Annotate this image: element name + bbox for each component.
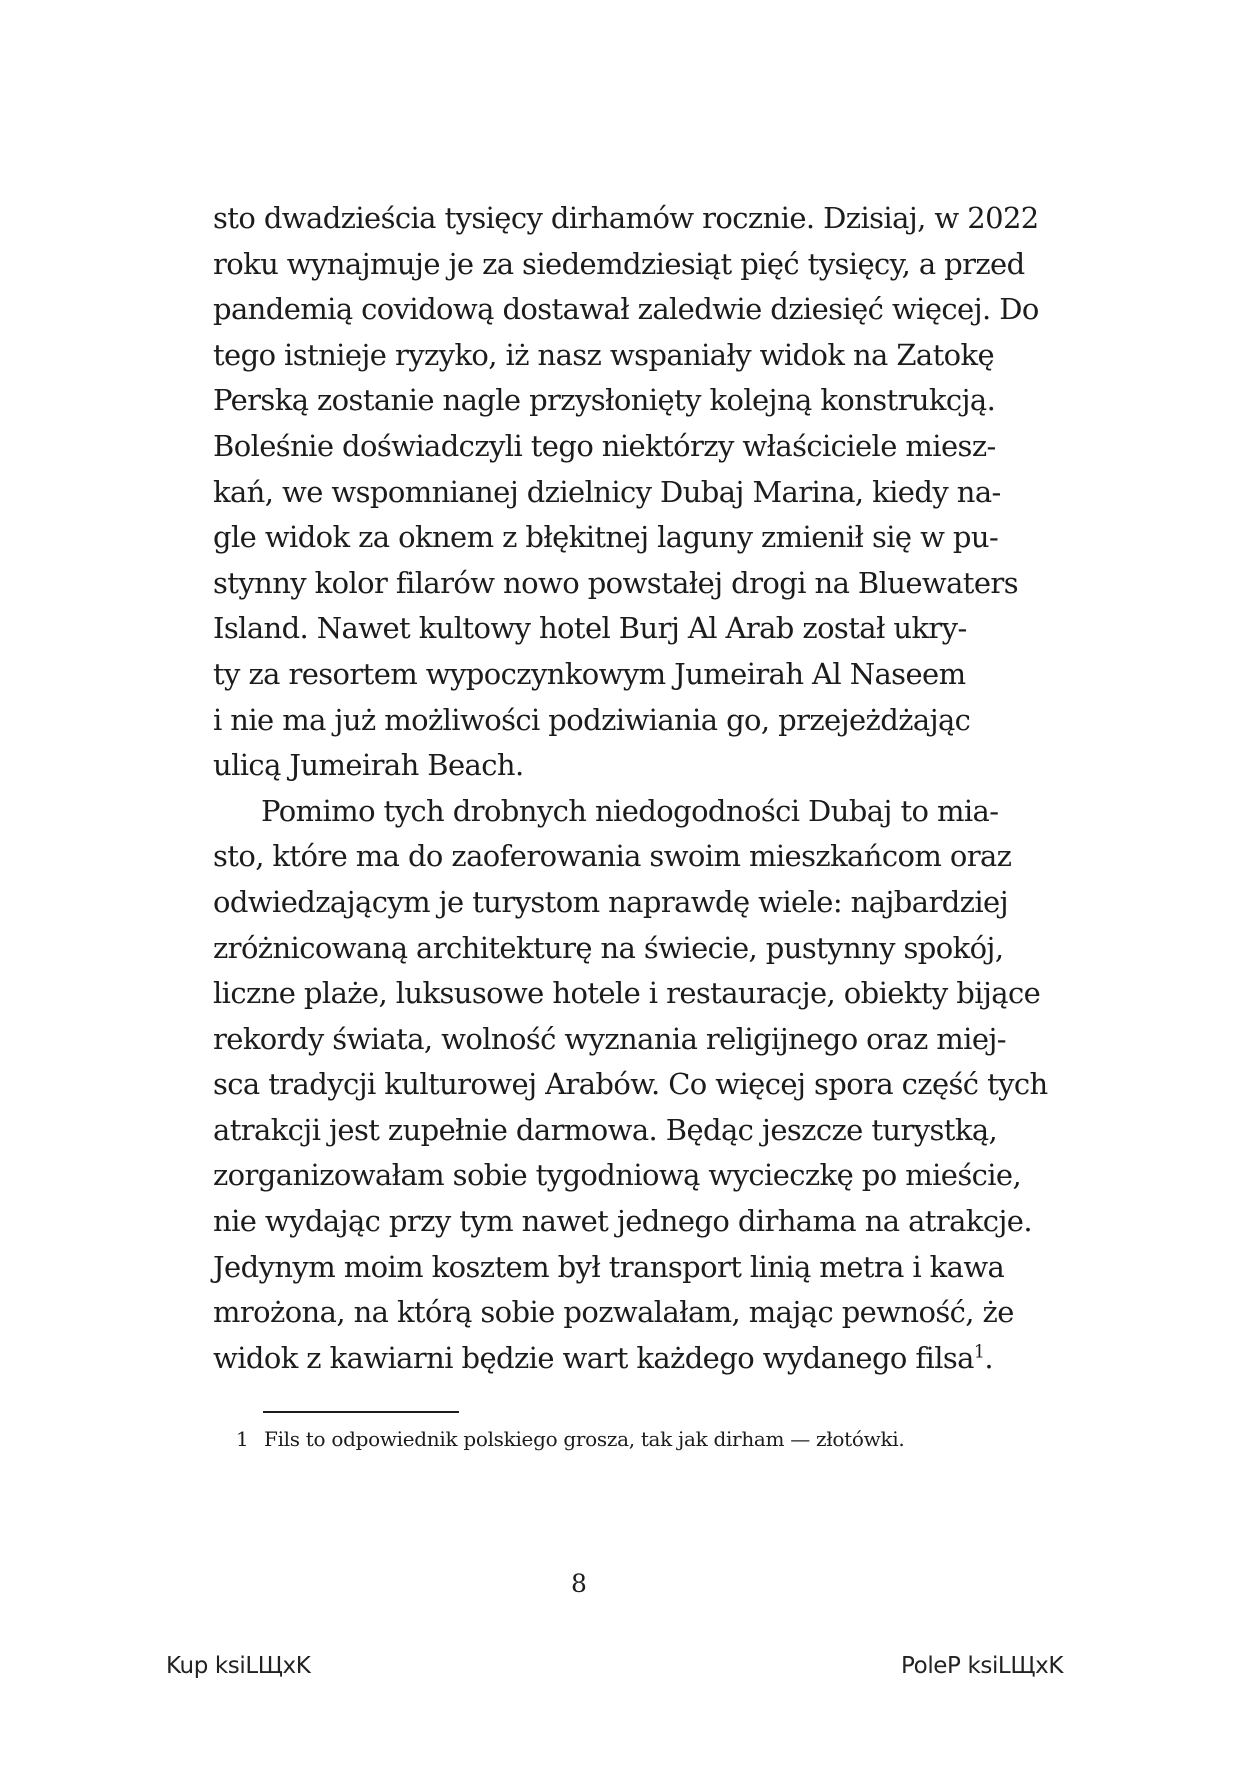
text-line-content: Perską zostanie nagle przysłonięty kolejną konstrukcją. bbox=[213, 383, 996, 418]
text-line-content: sto dwadzieścia tysięcy dirhamów rocznie. Dzisiaj, w 2022 bbox=[213, 201, 1039, 235]
text-line bbox=[213, 1336, 993, 1382]
text-line bbox=[213, 698, 971, 744]
text-line bbox=[213, 561, 1018, 607]
text-line bbox=[213, 515, 999, 561]
text-line bbox=[213, 880, 1008, 926]
text-line-content: odwiedzającym je turystom naprawdę wiele: najbardziej bbox=[213, 884, 1008, 919]
text-line-content: nie wydając przy tym nawet jednego dirhama na atrakcje. bbox=[213, 1204, 1032, 1239]
text-line bbox=[213, 424, 996, 470]
text-line-content: mrożona, na którą sobie pozwalałam, mając pewność, że bbox=[213, 1295, 1014, 1330]
text-line bbox=[213, 1153, 1022, 1199]
text-line bbox=[213, 971, 1041, 1017]
footnote-text: Fils to odpowiednik polskiego grosza, tak jak dirham — złotówki. bbox=[264, 1427, 905, 1451]
text-line-tail: . bbox=[984, 1340, 993, 1375]
text-line bbox=[213, 1290, 1014, 1336]
text-line bbox=[213, 1062, 1048, 1108]
text-line bbox=[213, 1245, 1005, 1291]
footnote-reference: 1 bbox=[973, 1342, 985, 1363]
footnote-divider bbox=[263, 1411, 459, 1413]
footnote-number: 1 bbox=[236, 1427, 249, 1451]
text-line-content: roku wynajmuje je za siedemdziesiąt pięć tysięcy, a przed bbox=[213, 246, 1025, 281]
text-line-content: tego istnieje ryzyko, iż nasz wspaniały widok na Zatokę bbox=[213, 337, 995, 372]
text-line bbox=[213, 926, 1004, 972]
text-line bbox=[213, 1108, 998, 1154]
text-line bbox=[213, 378, 996, 424]
text-line bbox=[213, 743, 939, 789]
text-line-content: pandemią covidową dostawał zaledwie dziesięć więcej. Do bbox=[213, 292, 1039, 327]
text-line bbox=[213, 1199, 1032, 1245]
text-line bbox=[213, 834, 1012, 880]
text-line bbox=[213, 652, 966, 698]
text-line bbox=[213, 606, 967, 652]
text-line-content: gle widok za oknem z błękitnej laguny zmienił się w pu- bbox=[213, 520, 999, 555]
text-line-content: atrakcji jest zupełnie darmowa. Będąc jeszcze turystką, bbox=[213, 1112, 998, 1147]
text-line-content: sca tradycji kulturowej Arabów. Co więcej spora część tych bbox=[213, 1067, 1048, 1102]
text-line bbox=[213, 242, 1025, 288]
text-line-content: Jedynym moim kosztem był transport linią metra i kawa bbox=[213, 1249, 1005, 1284]
footer-recommend-book-link[interactable]: PoleP ksiLЩxK bbox=[901, 1653, 1063, 1679]
page-number: 8 bbox=[571, 1569, 587, 1598]
text-line-content: kań, we wspomnianej dzielnicy Dubaj Marina, kiedy na- bbox=[213, 474, 1001, 509]
text-line-content: i nie ma już możliwości podziwiania go, przejeżdżając bbox=[213, 702, 971, 737]
text-line-content: sto, które ma do zaoferowania swoim mieszkańcom oraz bbox=[213, 839, 1012, 874]
text-line-content: Pomimo tych drobnych niedogodności Dubaj to mia- bbox=[261, 793, 999, 828]
text-line bbox=[213, 333, 995, 379]
text-line-content: ulicą Jumeirah Beach. bbox=[213, 748, 524, 783]
text-line-content: widok z kawiarni będzie wart każdego wydanego filsa bbox=[213, 1340, 974, 1375]
text-line-content: ty za resortem wypoczynkowym Jumeirah Al Naseem bbox=[213, 656, 966, 691]
text-line-content: zróżnicowaną architekturę na świecie, pustynny spokój, bbox=[213, 930, 1004, 965]
text-line-content: rekordy świata, wolność wyznania religijnego oraz miej- bbox=[213, 1021, 1007, 1056]
text-line bbox=[213, 1017, 1007, 1063]
text-line bbox=[213, 470, 1001, 516]
body-text bbox=[213, 196, 1048, 1381]
text-line-content: liczne plaże, luksusowe hotele i restauracje, obiekty bijące bbox=[213, 976, 1041, 1011]
text-line-content: Boleśnie doświadczyli tego niektórzy właściciele miesz- bbox=[213, 428, 996, 463]
text-line bbox=[213, 789, 999, 835]
text-line bbox=[213, 287, 1039, 333]
text-line bbox=[213, 196, 1039, 242]
text-line-content: Island. Nawet kultowy hotel Burj Al Arab został ukry- bbox=[213, 611, 967, 646]
footer-buy-book-link[interactable]: Kup ksiLЩxK bbox=[166, 1653, 311, 1679]
text-line-content: stynny kolor filarów nowo powstałej drogi na Bluewaters bbox=[213, 565, 1018, 600]
footnote bbox=[236, 1425, 904, 1453]
text-line-content: zorganizowałam sobie tygodniową wycieczkę po mieście, bbox=[213, 1158, 1022, 1193]
